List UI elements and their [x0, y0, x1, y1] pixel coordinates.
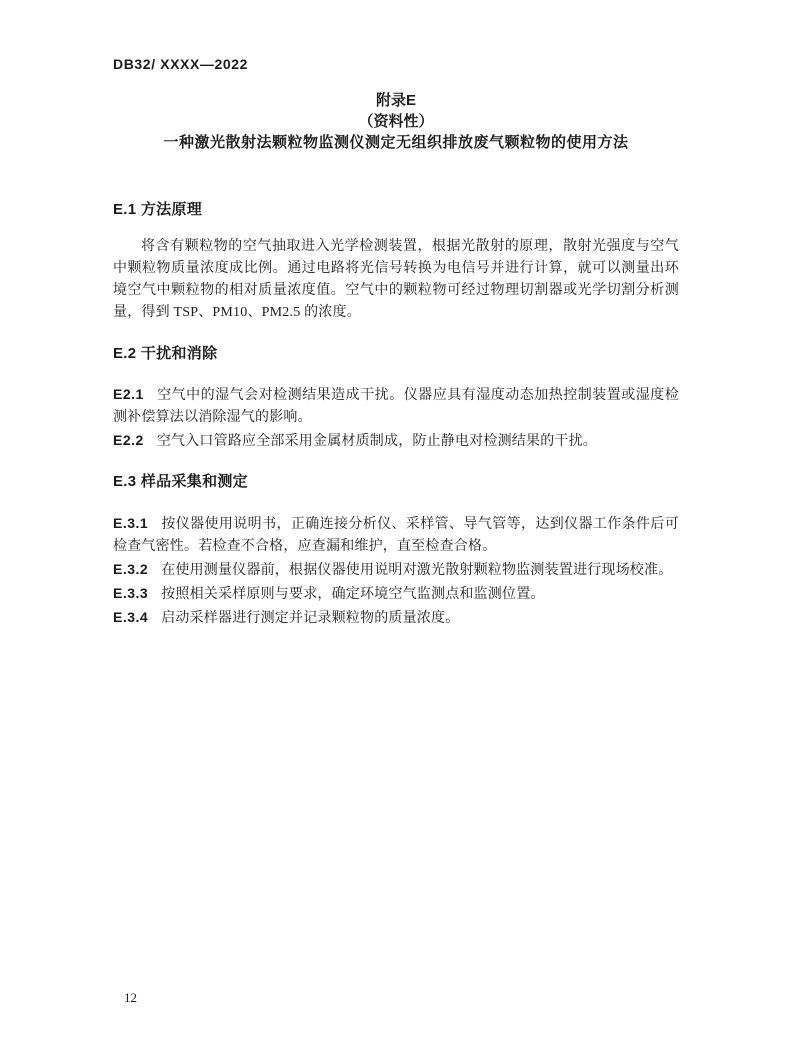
clause-e2-2 — [113, 429, 679, 453]
clause-text: 按照相关采样原则与要求，确定环境空气监测点和监测位置。 — [161, 587, 545, 602]
clause-label: E2.2 — [113, 432, 144, 448]
clause-label: E.3.2 — [113, 561, 149, 577]
clause-text: 按仪器使用说明书，正确连接分析仪、采样管、导气管等，达到仪器工作条件后可检查气密性。若检查不合格，应查漏和维护，直至检查合格。 — [113, 517, 679, 554]
appendix-informative-marker: （资料性） — [358, 113, 434, 130]
clause-text: 空气中的湿气会对检测结果造成干扰。仪器应具有湿度动态加热控制装置或湿度检测补偿算法以消除湿气的影响。 — [113, 388, 679, 425]
clause-text: 在使用测量仪器前，根据仪器使用说明对激光散射颗粒物监测装置进行现场校准。 — [161, 563, 673, 578]
section-e1-paragraph — [113, 236, 679, 324]
page-content — [113, 55, 679, 630]
section-e3-heading: E.3 样品采集和测定 — [113, 473, 248, 490]
clause-e3-4 — [113, 606, 679, 630]
clause-text: 空气入口管路应全部采用金属材质制成，防止静电对检测结果的干扰。 — [156, 434, 598, 449]
clause-e3-1 — [113, 512, 679, 558]
clause-label: E.3.3 — [113, 585, 149, 601]
clause-e3-3 — [113, 582, 679, 606]
appendix-label: 附录E — [375, 92, 416, 109]
page-number: 12 — [124, 990, 137, 1005]
section-e1-heading: E.1 方法原理 — [113, 201, 203, 218]
document-number-header: DB32/ XXXX—2022 — [113, 56, 249, 72]
appendix-title: 一种激光散射法颗粒物监测仪测定无组织排放废气颗粒物的使用方法 — [163, 134, 629, 151]
section-e3 — [113, 471, 679, 630]
section-e2 — [113, 343, 679, 453]
section-e2-heading: E.2 干扰和消除 — [113, 345, 218, 362]
clause-text: 启动采样器进行测定并记录颗粒物的质量浓度。 — [161, 611, 460, 626]
section-e1 — [113, 199, 679, 324]
clause-label: E.3.1 — [113, 515, 149, 531]
clause-e2-1 — [113, 383, 679, 429]
appendix-heading-block — [113, 90, 679, 154]
clause-label: E2.1 — [113, 386, 144, 402]
clause-e3-2 — [113, 558, 679, 582]
clause-label: E.3.4 — [113, 609, 149, 625]
paragraph-text: 将含有颗粒物的空气抽取进入光学检测装置，根据光散射的原理，散射光强度与空气中颗粒物质量浓度成比例。通过电路将光信号转换为电信号并进行计算，就可以测量出环境空气中颗粒物的相对质量浓度值。空气中的颗粒物可经过物理切割器或光学切割分析测量，得到 TSP、PM10、PM2.5 的浓度。 — [113, 239, 679, 320]
